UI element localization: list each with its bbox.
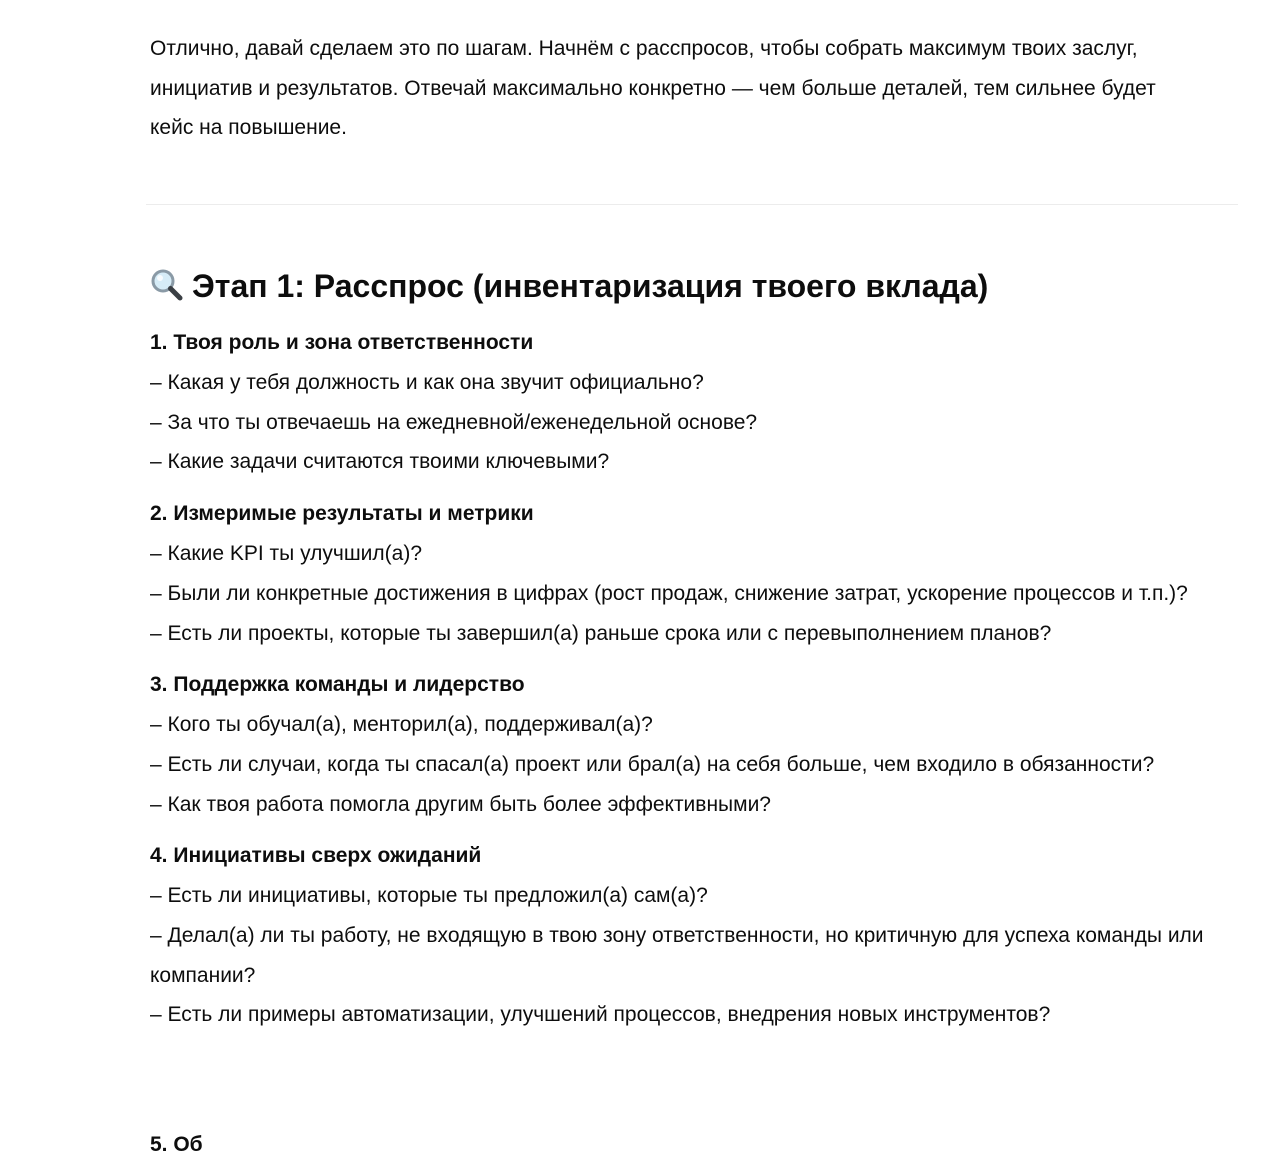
question-item: – Есть ли инициативы, которые ты предложил(а) сам(а)? (150, 884, 708, 908)
section-leadership (150, 665, 1240, 824)
section-title: 4. Инициативы сверх ожиданий (150, 844, 482, 868)
section-title: 2. Измеримые результаты и метрики (150, 502, 534, 526)
section-initiatives (150, 836, 1240, 1035)
section-title-cutoff: 5. Об (150, 1133, 203, 1156)
question-item: – Какие задачи считаются твоими ключевыми? (150, 450, 610, 474)
question-item: – Кого ты обучал(а), менторил(а), поддерживал(а)? (150, 713, 653, 737)
question-item: – За что ты отвечаешь на ежедневной/еженедельной основе? (150, 410, 758, 434)
message-content (150, 29, 1240, 148)
divider (146, 204, 1238, 205)
question-item: – Есть ли проекты, которые ты завершил(а) раньше срока или с перевыполнением планов? (150, 621, 1052, 645)
stage-heading (150, 262, 988, 310)
question-item: – Какие KPI ты улучшил(а)? (150, 542, 422, 566)
question-item: – Какая у тебя должность и как она звучит официально? (150, 371, 704, 394)
stage-title: Этап 1: Расспрос (инвентаризация твоего вклада) (192, 268, 989, 304)
question-item: – Были ли конкретные достижения в цифрах (рост продаж, снижение затрат, ускорение процессов и т.п.)? (150, 581, 1188, 605)
question-sections (150, 323, 1240, 1047)
section-role (150, 323, 1240, 482)
section-title: 3. Поддержка команды и лидерство (150, 673, 525, 697)
question-item: – Есть ли примеры автоматизации, улучшений процессов, внедрения новых инструментов? (150, 1003, 1051, 1027)
question-item: – Есть ли случаи, когда ты спасал(а) проект или брал(а) на себя больше, чем входило в обязанности? (150, 752, 1155, 776)
section-metrics (150, 494, 1240, 653)
question-item: – Как твоя работа помогла другим быть более эффективными? (150, 792, 771, 816)
intro-paragraph: Отлично, давай сделаем это по шагам. Начнём с расспросов, чтобы собрать максимум твоих заслуг, инициатив и результатов. Отвечай максимально конкретно — чем больше деталей, тем сильнее будет кейс на повышение. (150, 37, 1156, 139)
magnifier-icon (150, 267, 184, 301)
question-item: – Делал(а) ли ты работу, не входящую в твою зону ответственности, но критичную для успеха команды или компании? (150, 924, 1204, 987)
section-title: 1. Твоя роль и зона ответственности (150, 331, 534, 354)
